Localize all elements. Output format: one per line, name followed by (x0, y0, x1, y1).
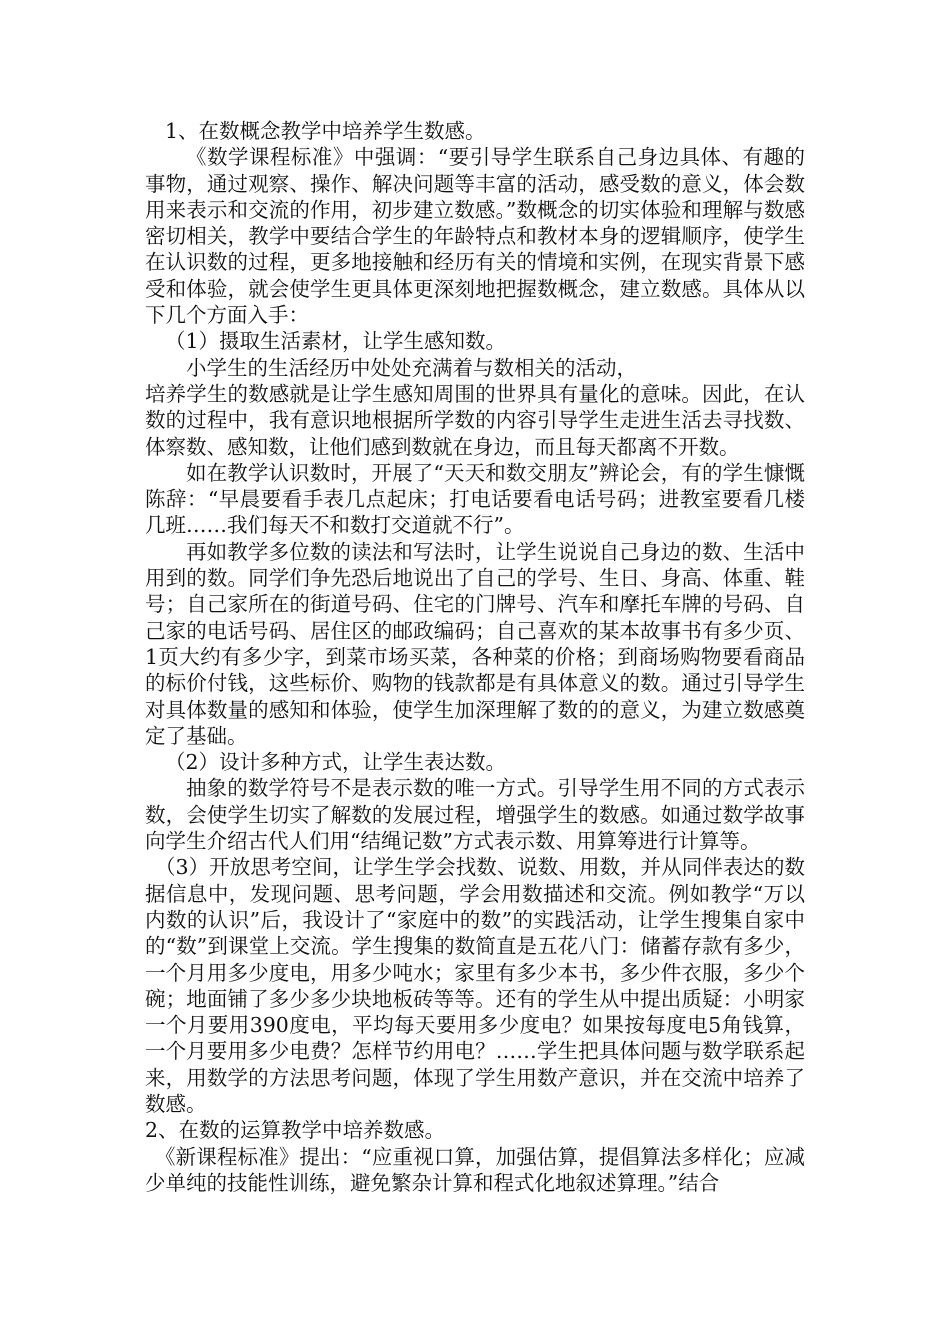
paragraph-debate-example: 如在教学认识数时，开展了“天天和数交朋友”辨论会，有的学生慷慨陈辞：“早晨要看手表几点起床；打电话要看电话号码；进教室要看几楼几班……我们每天不和数打交道就不行”。 (145, 460, 805, 538)
section-heading-1: 1、在数概念教学中培养学生数感。 (165, 119, 486, 143)
subheading-2: （2）设计多种方式，让学生表达数。 (165, 750, 507, 775)
paragraph-curriculum-standard: 《数学课程标准》中强调：“要引导学生联系自己身边具体、有趣的事物，通过观察、操作、解决问题等丰富的活动，感受数的意义，体会数用来表示和交流的作用，初步建立数感。”数概念的切实体验和理解与数感密切相关，教学中要结合学生的年龄特点和教材本身的逻辑顺序，使学生在认识数的过程，更多地接触和经历有关的情境和实例，在现实背景下感受和体验，就会使学生更具体更深刻地把握数概念，建立数感。具体从以下几个方面入手： (145, 145, 805, 328)
paragraph-multidigit-example: 再如教学多位数的读法和写法时，让学生说说自己身边的数、生活中用到的数。同学们争先恐后地说出了自己的学号、生日、身高、体重、鞋号；自己家所在的街道号码、住宅的门牌号、汽车和摩托车牌的号码、自己家的电话号码、居住区的邮政编码；自己喜欢的某本故事书有多少页、1页大约有多少字，到菜市场买菜，各种菜的价格；到商场购物要看商品的标价付钱，这些标价、购物的钱款都是有具体意义的数。通过引导学生对具体数量的感知和体验，使学生加深理解了数的的意义，为建立数感奠定了基础。 (145, 539, 805, 748)
subheading-1: （1）摄取生活素材，让学生感知数。 (165, 329, 507, 354)
paragraph-open-thinking: （3）开放思考空间，让学生学会找数、说数、用数，并从同伴表达的数据信息中，发现问题、思考问题，学会用数描述和交流。例如教学“万以内数的认识”后，我设计了“家庭中的数”的实践活动，让学生搜集自家中的“数”到课堂上交流。学生搜集的数简直是五花八门：储蓄存款有多少，一个月用多少度电，用多少吨水；家里有多少本书，多少件衣服，多少个碗；地面铺了多少多少块地板砖等等。还有的学生从中提出质疑：小明家一个月要用390度电，平均每天要用多少度电？如果按每度电5角钱算，一个月要用多少电费？怎样节约用电？……学生把具体问题与数学联系起来，用数学的方法思考问题，体现了学生用数产意识，并在交流中培养了数感。 (145, 855, 805, 1116)
paragraph-life-experience: 小学生的生活经历中处处充满着与数相关的活动， (186, 355, 637, 380)
document-page (145, 118, 805, 1196)
paragraph-number-sense: 培养学生的数感就是让学生感知周围的世界具有量化的意味。因此，在认数的过程中，我有意识地根据所学数的内容引导学生走进生活去寻找数、体察数、感知数，让他们感到数就在身边，而且每天都离不开数。 (145, 381, 805, 459)
paragraph-new-curriculum: 《新课程标准》提出：“应重视口算，加强估算，提倡算法多样化；应减少单纯的技能性训练，避免繁杂计算和程式化地叙述算理。”结合 (145, 1144, 805, 1195)
paragraph-expression-methods: 抽象的数学符号不是表示数的唯一方式。引导学生用不同的方式表示数，会使学生切实了解数的发展过程，增强学生的数感。如通过数学故事向学生介绍古代人们用“结绳记数”方式表示数、用算筹进行计算等。 (145, 776, 805, 854)
section-heading-2: 2、在数的运算教学中培养数感。 (145, 1118, 446, 1143)
